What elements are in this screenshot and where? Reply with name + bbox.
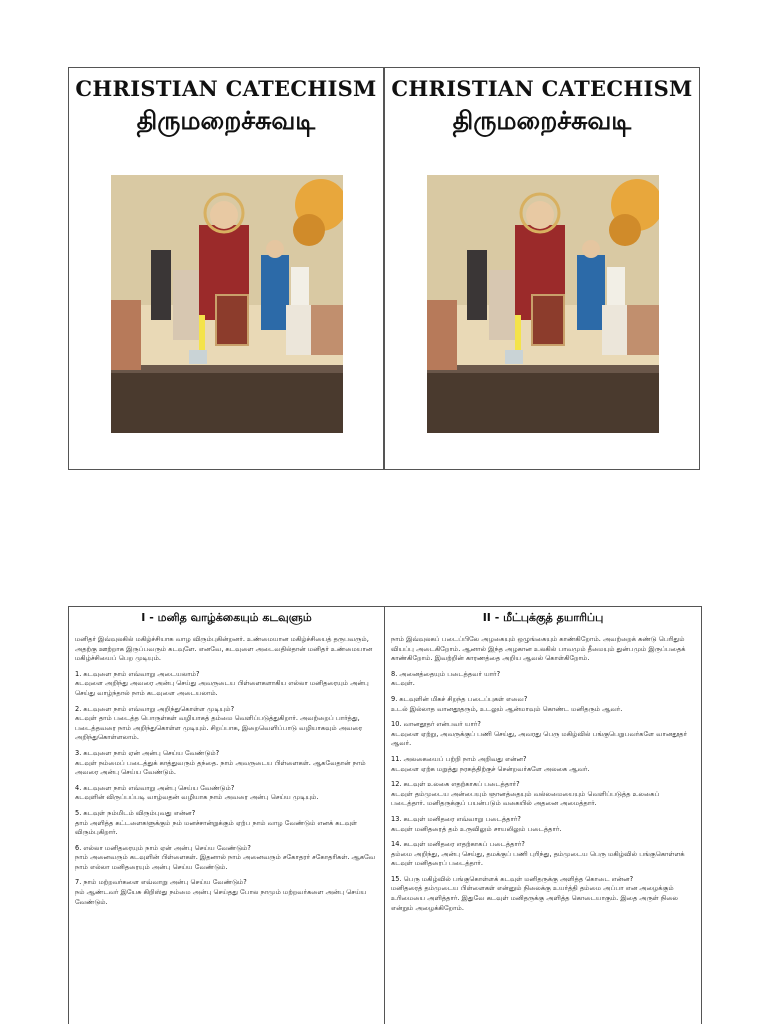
cover-subtitle: திருமறைச்சுவடி	[452, 106, 632, 135]
section-1-intro: மனிதர் இவ்வுலகில் மகிழ்ச்சியாக வாழ விரும்புகின்றனர். உண்மையான மகிழ்ச்சியைத் தருபவரும், அதற்கு ஊற்றாக இருப்பவரும் கடவுளே. எனவே, கடவுளை அடைவதில்தான் மனிதர் உண்மையான மகிழ்ச்சியைப் பெற முடியும்.	[75, 635, 373, 663]
answer: கடவுளின் விருப்பப்படி வாழ்வதன் வழியாக நாம் அவரை அன்பு செய்ய முடியும்.	[75, 793, 319, 802]
qa-item	[75, 844, 378, 873]
cover-title: CHRISTIAN CATECHISM	[391, 76, 693, 101]
question: 7. நாம் மற்றவர்களை எவ்வாறு அன்பு செய்ய வேண்டும்?	[75, 878, 247, 887]
answer: மனிதரைத் தம்முடைய பிள்ளைகள் என்னும் நிலைக்கு உயர்த்தி தம்மை அப்பா என அழைக்கும் உரிமையை அளித்தார். இதுவே கடவுள் மனிதருக்கு அளித்த கொடையாகும். இதை அருள் நிலை என்றும் அழைக்கிறோம்.	[391, 884, 679, 912]
altar-photo	[111, 175, 343, 433]
answer: கடவுள் நம்மைப் படைத்துக் காத்துவரும் தந்தை. நாம் அவருடைய பிள்ளைகள். ஆகவேதான் நாம் அவரை அன்பு செய்ய வேண்டும்.	[75, 758, 366, 777]
question: 3. கடவுளை நாம் ஏன் அன்பு செய்ய வேண்டும்?	[75, 748, 220, 757]
answer: நாம் அனைவரும் கடவுளின் பிள்ளைகள். இதனால் நாம் அனைவரும் சகோதரர் சகோதரிகள். ஆகவே நாம் எல்லா மனிதரையும் அன்பு செய்ய வேண்டும்.	[75, 853, 376, 871]
qa-item	[75, 749, 378, 778]
answer: கடவுள் தாம் படைத்த பொருள்கள் வழியாகத் தம்மை வெளிப்படுத்துகிறார். அவற்றைப் பார்த்து, படைத்தவரை நாம் அறிந்துகொள்ள முடியும். சிறப்பாக, இறைவெளிப்பாடு வழியாகவும் அவரை அறிந்துகொள்ளலாம்.	[75, 714, 363, 742]
answer: தாம் அளித்த கட்டளைகளுக்கும் நம் மனச்சான்றுக்கும் ஏற்ப நாம் வாழ வேண்டும் எனக் கடவுள் விரும்புகிறார்.	[75, 818, 358, 837]
qa-item	[391, 695, 695, 714]
answer: கடவுளை அறிந்து அவரை அன்பு செய்து அவருடைய பிள்ளைகளாகிய எல்லா மனிதரையும் அன்பு செய்து வாழ்ந்தால் நாம் கடவுளை அடையலாம்.	[75, 679, 369, 697]
question: 8. அனைத்தையும் படைத்தவர் யார்?	[391, 669, 501, 678]
answer: கடவுள் தம்முடைய அன்பையும் ஞானத்தையும் வல்லமையையும் வெளிப்படுத்த உலகைப் படைத்தார். மனிதருக்குப் பயன்படும் வகையில் அதனை அமைத்தார்.	[391, 789, 660, 808]
section-2-heading: II - மீட்புக்குத் தயாரிப்பு	[482, 611, 604, 624]
question: 12. கடவுள் உலகை எதற்காகப் படைத்தார்?	[391, 780, 520, 789]
section-1-heading: I - மனித வாழ்க்கையும் கடவுளும்	[141, 611, 312, 624]
question: 15. பெரு மகிழ்வில் பங்குகொள்ளக் கடவுள் மனிதருக்கு அளித்த கொடை என்ன?	[391, 874, 634, 883]
answer: கடவுளை ஏற்க மறுத்து நரகத்திற்குச் சென்றவர்களே அலகை ஆவர்.	[391, 764, 590, 773]
cover-page-left	[68, 67, 384, 470]
qa-item	[391, 670, 695, 689]
qa-item	[391, 840, 695, 869]
qa-item	[391, 720, 695, 749]
answer: தம்மை அறிந்து, அன்பு செய்து, தமக்குப் பணி புரிந்து, தம்முடைய பெரு மகிழ்வில் பங்குகொள்ளக் கடவுள் மனிதரைப் படைத்தார்.	[391, 849, 685, 868]
question: 9. கடவுளின் மிகச் சிறந்த படைப்புகள் எவை?	[391, 694, 528, 703]
question: 11. அலகையைப் பற்றி நாம் அறிவது என்ன?	[391, 754, 527, 763]
question: 2. கடவுளை நாம் எவ்வாறு அறிந்துகொள்ள முடியும்?	[75, 704, 235, 713]
answer: உடல் இல்லாத வானதூதரும், உடலும் ஆன்மாவும் கொண்ட மனிதரும் ஆவர்.	[391, 704, 623, 713]
qa-item	[391, 875, 695, 913]
qa-item	[75, 705, 378, 743]
qa-item	[391, 755, 695, 774]
qa-item	[391, 815, 695, 834]
question: 5. கடவுள் நம்மிடம் விரும்புவது என்ன?	[75, 808, 196, 817]
answer: கடவுள் மனிதரைத் தம் உருவிலும் சாயலிலும் படைத்தார்.	[391, 824, 562, 833]
answer: நம் ஆண்டவர் இயேசு கிறிஸ்து நம்மை அன்பு செய்தது போல நாமும் மற்றவர்களை அன்பு செய்ய வேண்டும்.	[75, 888, 367, 906]
answer: கடவுள்.	[391, 679, 415, 688]
section-1-panel	[68, 606, 385, 1024]
qa-item	[75, 878, 378, 907]
question: 1. கடவுளை நாம் எவ்வாறு அடையலாம்?	[75, 669, 200, 678]
qa-item	[391, 780, 695, 809]
cover-title: CHRISTIAN CATECHISM	[75, 76, 377, 101]
altar-photo	[427, 175, 659, 433]
cover-page-right	[384, 67, 700, 470]
question: 10. வானதூதர் என்பவர் யார்?	[391, 720, 481, 729]
question: 13. கடவுள் மனிதரை எவ்வாறு படைத்தார்?	[391, 814, 521, 823]
answer: கடவுளை ஏற்று, அவருக்குப் பணி செய்து, அவரது பெரு மகிழ்வில் பங்குபெறுபவர்களே வானதூதர் ஆவர்.	[391, 729, 688, 748]
qa-item	[75, 809, 378, 838]
qa-item	[75, 670, 378, 699]
section-2-panel	[384, 606, 702, 1024]
question: 14. கடவுள் மனிதரை எதற்காகப் படைத்தார்?	[391, 840, 525, 849]
question: 6. எல்லா மனிதரையும் நாம் ஏன் அன்பு செய்ய வேண்டும்?	[75, 843, 251, 852]
cover-subtitle: திருமறைச்சுவடி	[136, 106, 316, 135]
qa-item	[75, 784, 378, 803]
question: 4. கடவுளை நாம் எவ்வாறு அன்பு செய்ய வேண்டும்?	[75, 783, 235, 792]
section-2-intro: நாம் இவ்வுலகப் படைப்பிலே அழகையும் ஒழுங்கையும் காண்கிறோம். அவற்றைக் கண்டு பெரிதும் வியப்பு அடைகிறோம். ஆனால் இந்த அழகான உலகில் பாவமும் தீமையும் துன்பமும் இருப்பதைக் காண்கிறோம். இவற்றின் காரணத்தை அறிய ஆவல் கொள்கிறோம்.	[391, 635, 686, 663]
